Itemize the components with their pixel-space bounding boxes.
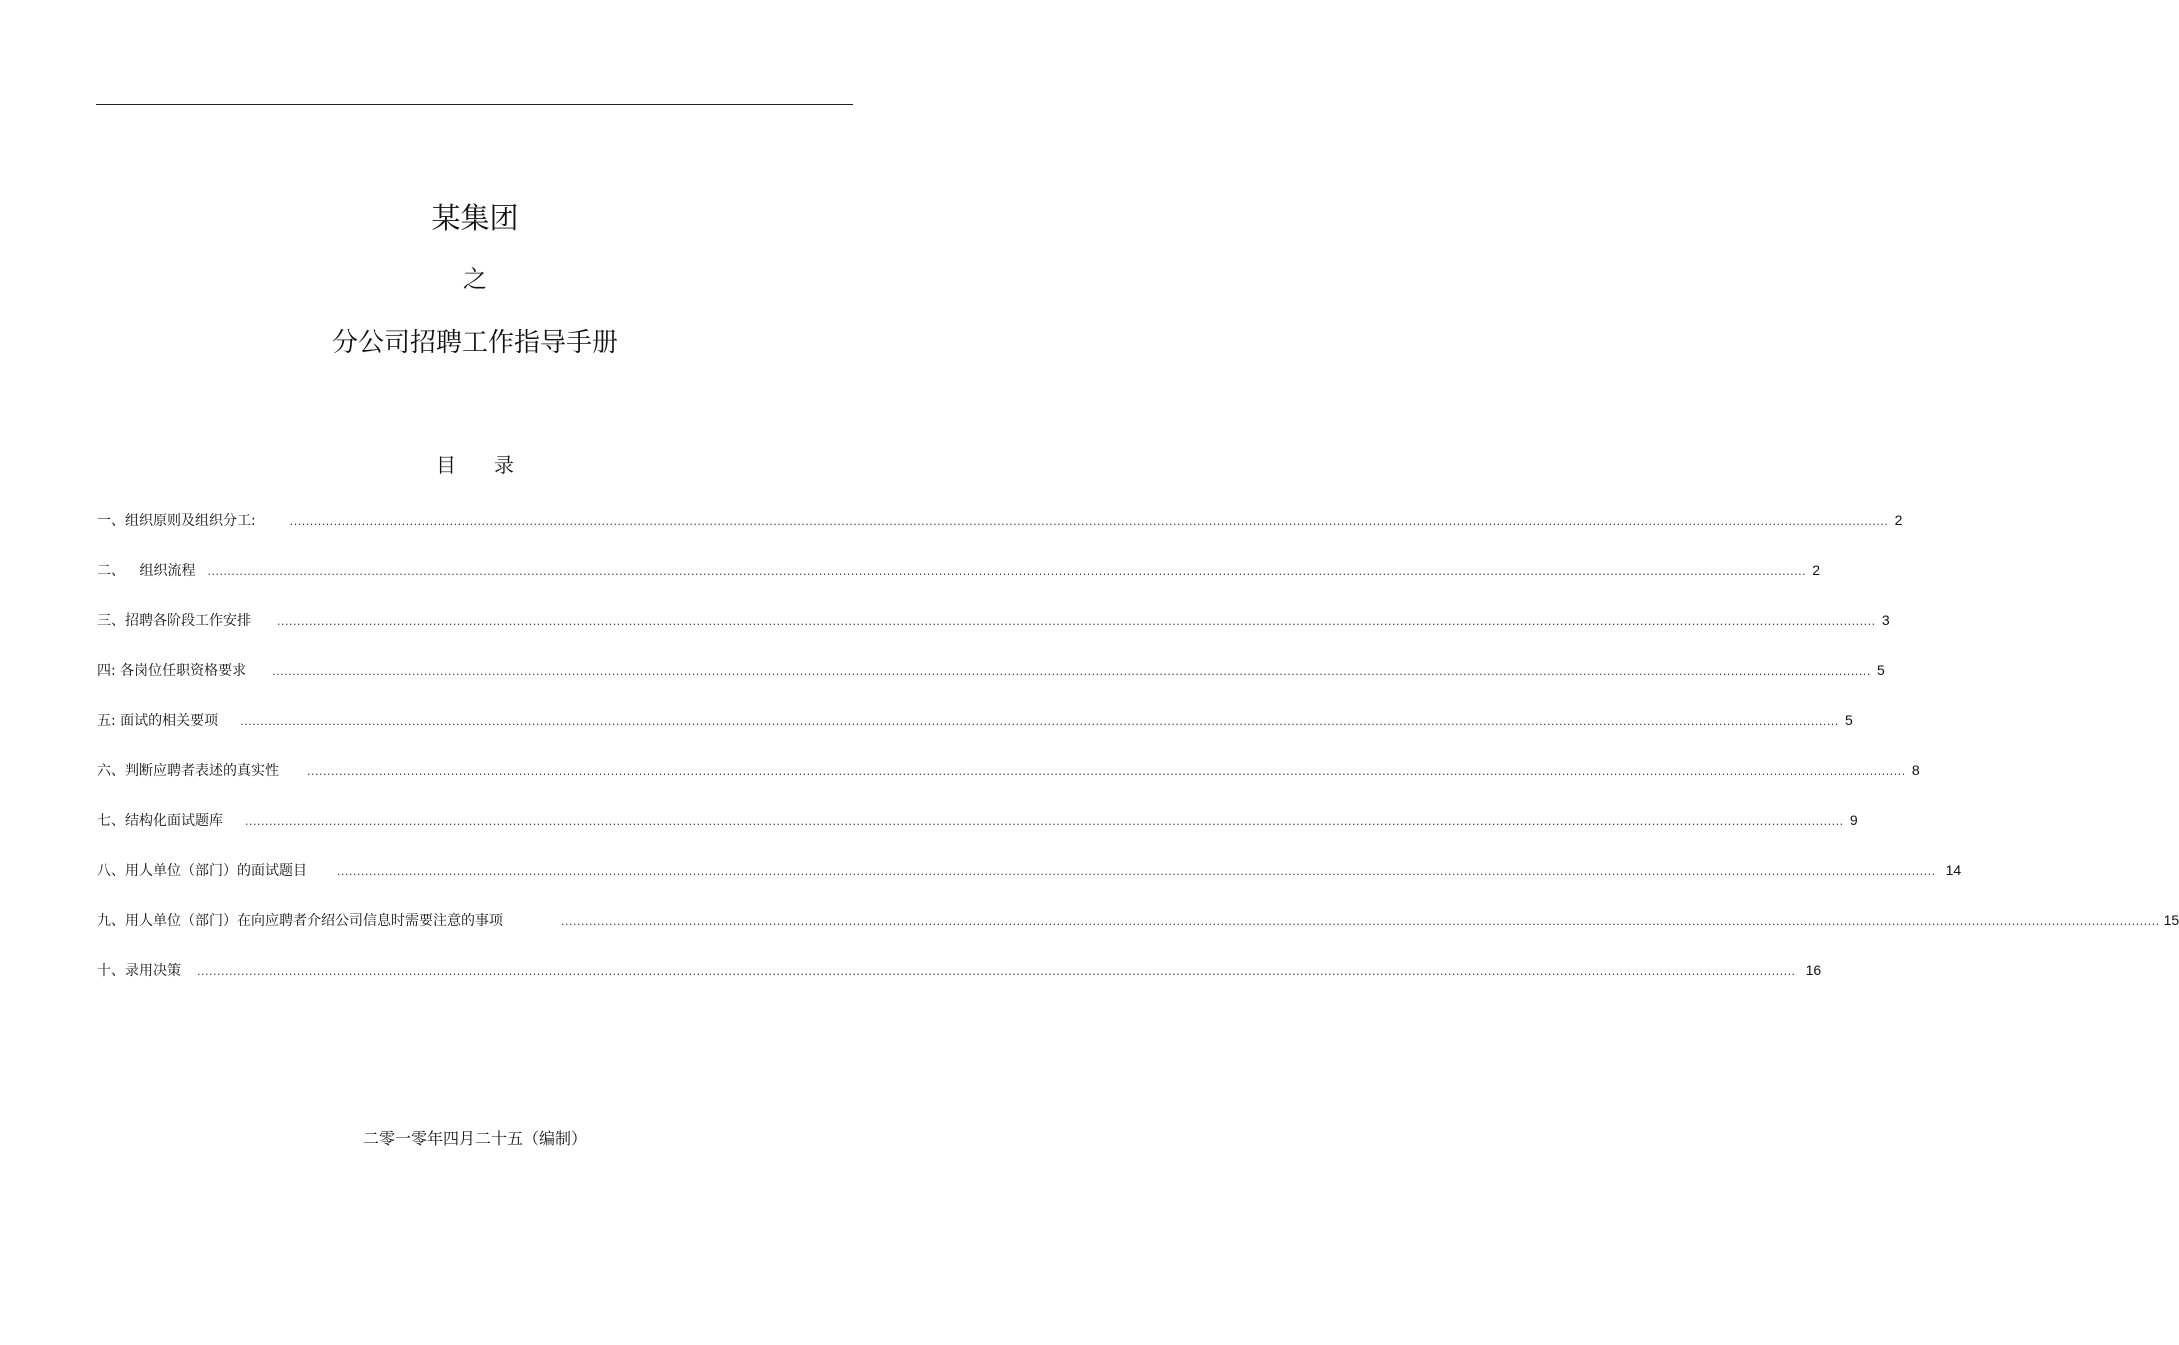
toc-leader-dots: ................................................................................................................................................................................................................................................................................................................................................................................................................ <box>207 565 1807 578</box>
toc-entry-8[interactable] <box>97 858 1962 908</box>
toc-entry-title: 九、用人单位（部门）在向应聘者介绍公司信息时需要注意的事项 <box>97 913 503 929</box>
toc-entry-page: 5 <box>1845 712 1853 728</box>
toc-entry-5[interactable] <box>97 708 1853 758</box>
toc-leader-dots: ................................................................................................................................................................................................................................................................................................................................................................................................................ <box>240 715 1839 728</box>
toc-entry-title: 五: 面试的相关要项 <box>97 713 219 729</box>
toc-leader-dots: ................................................................................................................................................................................................................................................................................................................................................................................................................ <box>337 865 1936 878</box>
toc-entry-3[interactable] <box>97 608 1890 658</box>
toc-heading: 目录 <box>436 453 552 477</box>
toc-leader-dots: ................................................................................................................................................................................................................................................................................................................................................................................................................ <box>277 615 1876 628</box>
company-name: 某集团 <box>431 201 519 235</box>
toc-entry-10[interactable] <box>97 958 1822 1008</box>
toc-entry-1[interactable] <box>97 508 1903 558</box>
toc-entry-4[interactable] <box>97 658 1885 708</box>
toc-entry-page: 16 <box>1805 962 1822 978</box>
toc-entry-page: 3 <box>1881 612 1890 628</box>
title-connector: 之 <box>463 265 487 293</box>
header-rule <box>96 104 853 105</box>
toc-entry-title: 二、 组织流程 <box>97 563 196 579</box>
toc-entry-2[interactable] <box>97 558 1821 608</box>
manual-title: 分公司招聘工作指导手册 <box>331 328 618 358</box>
toc-entry-page: 2 <box>1812 562 1821 578</box>
toc-entry-6[interactable] <box>97 758 1920 808</box>
table-of-contents <box>97 508 2179 1008</box>
toc-leader-dots: ................................................................................................................................................................................................................................................................................................................................................................................................................ <box>245 815 1844 828</box>
toc-entry-title: 四: 各岗位任职资格要求 <box>97 663 247 679</box>
toc-entry-title: 一、组织原则及组织分工: <box>97 513 256 529</box>
toc-leader-dots: ................................................................................................................................................................................................................................................................................................................................................................................................................ <box>561 915 2160 928</box>
toc-entry-page: 8 <box>1911 762 1920 778</box>
toc-entry-page: 15 <box>2163 912 2179 928</box>
toc-entry-title: 八、用人单位（部门）的面试题目 <box>97 863 307 879</box>
toc-entry-title: 六、判断应聘者表述的真实性 <box>97 763 279 779</box>
toc-entry-page: 14 <box>1945 862 1962 878</box>
toc-leader-dots: ................................................................................................................................................................................................................................................................................................................................................................................................................ <box>197 965 1796 978</box>
compile-date: 二零一零年四月二十五（编制） <box>362 1129 587 1148</box>
toc-entry-title: 三、招聘各阶段工作安排 <box>97 613 251 629</box>
toc-entry-9[interactable] <box>97 908 2179 958</box>
toc-entry-page: 9 <box>1849 812 1858 828</box>
toc-leader-dots: ................................................................................................................................................................................................................................................................................................................................................................................................................ <box>307 765 1906 778</box>
toc-entry-title: 七、结构化面试题库 <box>97 813 223 829</box>
toc-leader-dots: ................................................................................................................................................................................................................................................................................................................................................................................................................ <box>289 515 1889 528</box>
toc-entry-page: 5 <box>1877 662 1885 678</box>
toc-entry-page: 2 <box>1894 512 1903 528</box>
toc-leader-dots: ................................................................................................................................................................................................................................................................................................................................................................................................................ <box>272 665 1871 678</box>
toc-entry-title: 十、录用决策 <box>97 963 181 979</box>
toc-entry-7[interactable] <box>97 808 1858 858</box>
